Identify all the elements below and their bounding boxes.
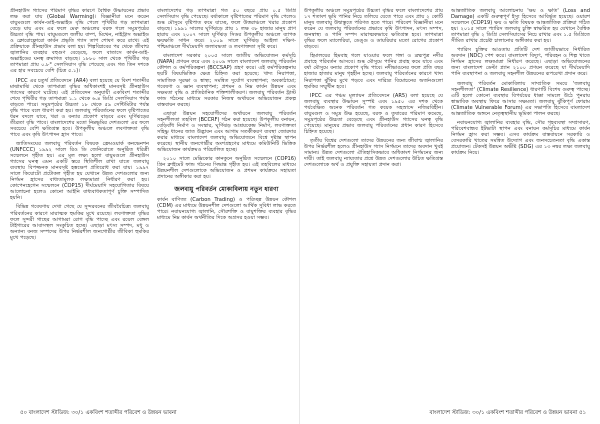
right-page: [304, 8, 590, 404]
paragraph: নবায়নযোগ্য জ্বালানির ব্যবহার বৃদ্ধি, সৌর গৃহব্যবস্থা সম্প্রসারণ, পরিবেশবান্ধব ইটভাটা স্থাপন এবং বনায়ন কর্মসূচির মাধ্যমে কার্বন নির্গমন হ্রাস করা সম্ভব। এসব কার্যক্রম বাস্তবায়নে সরকারি ও বেসরকারি খাতের সমন্বিত উদ্যোগ এবং জনসচেতনতা বৃদ্ধি একান্ত প্রয়োজন। টেকসই উন্নয়ন অভীষ্ট (SDG) এর ১৩ নম্বর লক্ষ্য জলবায়ু কার্যক্রম নিয়ে।: [451, 119, 590, 157]
paragraph: বাংলাদেশ সরকার ২০০৫ সালে জাতীয় অভিযোজন কর্মসূচি (NAPA) প্রণয়ন করে এবং ২০০৯ সালে বাংলাদেশ জলবায়ু পরিবর্তন কৌশল ও কর্মপরিকল্পনা (BCCSAP) গ্রহণ করে। এই কর্মপরিকল্পনায় ছয়টি বিষয়ভিত্তিক ক্ষেত্র চিহ্নিত করা হয়েছে: খাদ্য নিরাপত্তা, সামাজিক সুরক্ষা ও স্বাস্থ্য; সমন্বিত দুর্যোগ ব্যবস্থাপনা; অবকাঠামো; গবেষণা ও জ্ঞান ব্যবস্থাপনা; প্রশমন ও নিম্ন কার্বন উন্নয়ন এবং সক্ষমতা বৃদ্ধি ও প্রাতিষ্ঠানিক শক্তিশালীকরণ। জলবায়ু পরিবর্তন ট্রাস্ট ফান্ড গঠনের মাধ্যমে সরকার নিজস্ব অর্থায়নে অভিযোজন প্রকল্প বাস্তবায়ন করছে।: [157, 53, 296, 108]
page-gutter: [299, 0, 300, 424]
paragraph: কার্বন বাণিজ্য (Carbon Trading) ও পরিচ্ছন্ন উন্নয়ন কৌশল (CDM) এর মাধ্যমে উন্নয়নশীল দেশগুলো আর্থিক সুবিধা লাভ করতে পারে। নবায়নযোগ্য জ্বালানি, সৌরশক্তি ও বায়ুশক্তির ব্যবহার বৃদ্ধির মাধ্যমে নিম্ন কার্বন অর্থনীতির দিকে অগ্রসর হওয়া সম্ভব।: [157, 196, 296, 221]
paragraph: IPCC এর পঞ্চম মূল্যায়ন প্রতিবেদনে (AR5) বলা হয়েছে যে জলবায়ু ব্যবস্থার উষ্ণায়ন সুস্পষ্ট এবং ১৯৫০ এর দশক থেকে পর্যবেক্ষিত অনেক পরিবর্তন গত কয়েক সহস্রাব্দে নজিরবিহীন। বায়ুমণ্ডল ও সমুদ্র উষ্ণ হয়েছে, বরফ ও তুষারের পরিমাণ কমেছে, সমুদ্রপৃষ্ঠের উচ্চতা বেড়েছে এবং গ্রীনহাউস গ্যাসের ঘনত্ব বৃদ্ধি পেয়েছে। মানুষের প্রভাব জলবায়ু পরিবর্তনের প্রধান কারণ হিসেবে চিহ্নিত হয়েছে।: [304, 92, 443, 135]
left-page-column-1: [10, 8, 149, 404]
paragraph: উপকূলীয় অঞ্চলে সমুদ্রপৃষ্ঠের উচ্চতা বৃদ্ধির ফলে বাংলাদেশের প্রায় ১৭ শতাংশ ভূমি পানির নিচে তলিয়ে যেতে পারে এবং প্রায় ২ কোটি মানুষ জলবায়ু উদ্বাস্তুতে পরিণত হতে পারে। পরিবেশ বিজ্ঞানীরা মনে করেন যে জলবায়ু পরিবর্তনের প্রভাবে কৃষি উৎপাদন, মৎস্য সম্পদ, জনস্বাস্থ্য ও পানি সম্পদ মারাত্মকভাবে ক্ষতিগ্রস্ত হবে। তাপমাত্রা বৃদ্ধির ফলে ম্যালেরিয়া, ডেঙ্গু ও ডায়রিয়ার মতো রোগের প্রকোপ বাড়বে।: [304, 8, 443, 51]
left-page-column-2: [157, 8, 296, 404]
paragraph: হিমালয়ের হিমবাহ গলে যাওয়ার ফলে গঙ্গা ও ব্রহ্মপুত্র নদীর প্রবাহে পরিবর্তন আসবে। শুষ্ক মৌসুমে পানির প্রবাহ কমে যাবে এবং বর্ষা মৌসুমে বন্যার প্রকোপ বৃদ্ধি পাবে। নদীভাঙনের ফলে প্রতি বছর হাজার হাজার মানুষ গৃহহীন হচ্ছে। জলবায়ু পরিবর্তনের কারণে খাদ্য নিরাপত্তা ঝুঁকির মুখে পড়বে এবং দারিদ্র্য বিমোচনের অর্জনগুলো হুমকির সম্মুখীন হবে।: [304, 53, 443, 90]
paragraph: ২০১০ সালে মেক্সিকোর কানকুনে অনুষ্ঠিত সম্মেলনে (COP16) গ্রিন ক্লাইমেট ফান্ড গঠনের সিদ্ধান্ত গৃহীত হয়। এই তহবিলের মাধ্যমে উন্নয়নশীল দেশগুলোকে অভিযোজন ও প্রশমন কার্যক্রমে সহায়তা প্রদানের অঙ্গীকার করা হয়।: [157, 156, 296, 181]
paragraph: IPCC এর চতুর্থ প্রতিবেদনে (AR4) বলা হয়েছে যে বিংশ শতাব্দীর মাঝামাঝি থেকে তাপমাত্রা বৃদ্ধির অধিকাংশই মানবসৃষ্ট গ্রীনহাউস গ্যাসের কারণে ঘটেছে। এই প্রতিবেদন অনুযায়ী একবিংশ শতাব্দীর শেষে পৃথিবীর গড় তাপমাত্রা ১.১ থেকে ৬.৪ ডিগ্রি সেলসিয়াস পর্যন্ত বাড়তে পারে। সমুদ্রপৃষ্ঠের উচ্চতা ১৮ থেকে ৫৯ সেন্টিমিটার পর্যন্ত বৃদ্ধি পাবে বলে ধারণা করা হয়। জলবায়ু পরিবর্তনের ফলে বৃষ্টিপাতের ধরন বদলে যাবে, খরা ও বন্যার প্রকোপ বাড়বে এবং ঘূর্ণিঝড়ের তীব্রতা বৃদ্ধি পাবে। বাংলাদেশের মতো নিম্নভূমির দেশগুলো এর ফলে সবচেয়ে বেশি ক্ষতিগ্রস্ত হবে। উপকূলীয় অঞ্চলে লবণাক্ততা বৃদ্ধি পাবে এবং কৃষি উৎপাদন হ্রাস পাবে।: [10, 77, 149, 138]
left-page-footer: ৫০ বাংলাদেশ স্টাডিজ: ৩০/১ একবিংশ শতাব্দীর পরিবেশ ও উন্নয়ন ভাবনা: [20, 410, 177, 416]
paragraph: প্যারিস চুক্তির আওতায় প্রতিটি দেশ জাতীয়ভাবে নির্ধারিত অবদান (NDC) পেশ করে। বাংলাদেশ বিদ্যুৎ, পরিবহন ও শিল্প খাতে নির্গমন হ্রাসের লক্ষ্যমাত্রা নির্ধারণ করেছে। এছাড়া অভিযোজনের জন্য বাংলাদেশ ডেল্টা প্ল্যান ২১০০ প্রণয়ন করেছে যা দীর্ঘমেয়াদি পানি ব্যবস্থাপনা ও জলবায়ু সহনশীল উন্নয়নের রূপরেখা প্রদান করে।: [451, 47, 590, 78]
paragraph: বাংলাদেশের গড় তাপমাত্রা গত ৫০ বছরে প্রায় ০.৫ ডিগ্রি সেলসিয়াস বৃদ্ধি পেয়েছে। বর্ষাকালে বৃষ্টিপাতের পরিমাণ বৃদ্ধি পেলেও শুষ্ক মৌসুমে বৃষ্টিপাত কমে যাচ্ছে, ফলে উত্তরাঞ্চলে খরার প্রকোপ বাড়ছে। ১৯৯১ সালের ঘূর্ণিঝড়ে প্রায় ১ লক্ষ ৩৮ হাজার মানুষ প্রাণ হারায় এবং ২০০৭ সালে ঘূর্ণিঝড় সিডর উপকূলীয় অঞ্চলে ব্যাপক ক্ষয়ক্ষতি সাধন করে। ২০০৯ সালে ঘূর্ণিঝড় আইলা দক্ষিণ-পশ্চিমাঞ্চলে দীর্ঘমেয়াদি জলাবদ্ধতা ও লবণাক্ততা সৃষ্টি করে।: [157, 8, 296, 51]
right-page-column-1: [304, 8, 443, 404]
paragraph: জাতিসংঘের জলবায়ু পরিবর্তন বিষয়ক ফ্রেমওয়ার্ক কনভেনশন (UNFCCC) ১৯৯২ সালে রিও ডি জেনিরোতে অনুষ্ঠিত ধরিত্রী সম্মেলনে গৃহীত হয়। এর মূল লক্ষ্য হলো বায়ুমণ্ডলে গ্রীনহাউস গ্যাসের ঘনত্ব এমন একটি স্তরে স্থিতিশীল রাখা যাতে জলবায়ু ব্যবস্থায় বিপজ্জনক মানবসৃষ্ট হস্তক্ষেপ প্রতিরোধ করা যায়। ১৯৯৭ সালে কিয়োটো প্রটোকল গৃহীত হয় যেখানে উন্নত দেশগুলোর জন্য নির্গমন হ্রাসের বাধ্যতামূলক লক্ষ্যমাত্রা নির্ধারণ করা হয়। কোপেনহেগেন সম্মেলনে (COP15) দীর্ঘমেয়াদি সহযোগিতার বিষয়ে আলোচনা হলেও কোনো আইনি বাধ্যবাধকতাপূর্ণ চুক্তি সম্পাদিত হয়নি।: [10, 140, 149, 202]
paragraph: এছাড়া উন্নয়ন সহযোগীদের অর্থায়নে জলবায়ু পরিবর্তন সহনশীলতা তহবিল (BCCRF) গঠন করা হয়েছে। উপকূলীয় বনায়ন, বেড়িবাঁধ নির্মাণ ও সংস্কার, ঘূর্ণিঝড় আশ্রয়কেন্দ্র নির্মাণ, লবণাক্ততা সহিষ্ণু ধানের জাত উদ্ভাবন এবং আগাম সতর্কীকরণ ব্যবস্থা জোরদার করার মাধ্যমে বাংলাদেশ জলবায়ু অভিযোজনে বিশ্বে দৃষ্টান্ত স্থাপন করেছে। স্থানীয় জনগোষ্ঠীর অংশগ্রহণের মাধ্যমে কমিউনিটি ভিত্তিক অভিযোজন কার্যক্রমও পরিচালিত হচ্ছে।: [157, 110, 296, 154]
paragraph: আন্তর্জাতিক জলবায়ু আলোচনায় 'ক্ষয় ও ক্ষতি' (Loss and Damage) একটি গুরুত্বপূর্ণ ইস্যু হিসেবে আবির্ভূত হয়েছে। ওয়ারশ সম্মেলনে (COP19) ক্ষয় ও ক্ষতি বিষয়ক আন্তর্জাতিক প্রক্রিয়া গঠিত হয়। ২০১৫ সালে প্যারিস জলবায়ু চুক্তি স্বাক্ষরিত হয় যেখানে বৈশ্বিক তাপমাত্রা বৃদ্ধি ২ ডিগ্রি সেলসিয়াসের নিচে রাখার এবং ১.৫ ডিগ্রিতে সীমিত রাখার প্রচেষ্টা চালানোর অঙ্গীকার করা হয়।: [451, 8, 590, 45]
paragraph: গ্রীনহাউস গ্যাসের পরিমাণ বৃদ্ধির কারণে বৈশ্বিক উষ্ণায়নের প্রভাব লক্ষ করা যায় (Global Warming)। বিজ্ঞানীরা মনে করেন বায়ুমণ্ডলে কার্বন-ডাই-অক্সাইড বৃদ্ধি পেলে পৃথিবীর গড় তাপমাত্রা বেড়ে যায় এবং এর ফলে মেরু অঞ্চলের বরফ গলে সমুদ্রপৃষ্ঠের উচ্চতা বৃদ্ধি পায়। বায়ুমণ্ডলে জলীয় বাষ্প, মিথেন, নাইট্রাস অক্সাইড ও ক্লোরোফ্লোরো কার্বন প্রভৃতি গ্যাস তাপ শোষণ করে রাখে। এই প্রক্রিয়াকে গ্রীনহাউস প্রভাব বলা হয়। শিল্পবিপ্লবের পর থেকে জীবাশ্ম জ্বালানির ব্যবহার বহুগুণ বেড়েছে, ফলে বাতাসে কার্বন-ডাই-অক্সাইডের ঘনত্ব ক্রমাগত বাড়ছে। ১৮৮০ সাল থেকে পৃথিবীর গড় তাপমাত্রা প্রায় ০.৮° সেলসিয়াস বৃদ্ধি পেয়েছে এবং গত তিন দশকে এর হার সবচেয়ে বেশি (চিত্র ৫.১)।: [10, 8, 149, 75]
paragraph: তৃতীয় বিশ্বের দেশগুলো তাদের উন্নয়নের জন্য জীবাশ্ম জ্বালানির উপর নির্ভরশীল হলেও গ্রীনহাউস গ্যাস নির্গমনে তাদের অবদান খুবই সামান্য। উন্নত দেশগুলো ঐতিহাসিকভাবে অধিকাংশ নির্গমনের জন্য দায়ী। তাই জলবায়ু ন্যায্যতার প্রশ্নে উন্নত দেশগুলোর উচিত ক্ষতিগ্রস্ত দেশগুলোকে অর্থ ও প্রযুক্তি সহায়তা প্রদান করা।: [304, 137, 443, 169]
paragraph: জলবায়ু পরিবর্তন মোকাবিলায় সাম্প্রতিক সময়ে 'জলবায়ু সহনশীলতা' (Climate Resilience) ধারণাটি বিশেষ গুরুত্ব পাচ্ছে। এটি হলো কোনো ব্যবস্থার বিপর্যয়ের ধাক্কা সামলে উঠে পুনরায় স্বাভাবিক অবস্থায় ফিরে আসার সক্ষমতা। জলবায়ু ঝুঁকিপূর্ণ ফোরাম (Climate Vulnerable Forum) এর সভাপতি হিসেবে বাংলাদেশ আন্তর্জাতিক অঙ্গনে নেতৃত্বস্থানীয় ভূমিকা পালন করছে।: [451, 80, 590, 117]
section-heading: জলবায়ু পরিবর্তন মোকাবিলায় নতুন ধারণা: [174, 186, 279, 194]
paragraph: বিভিন্ন গবেষণায় দেখা গেছে যে সুন্দরবনের জীববৈচিত্র্য জলবায়ু পরিবর্তনের কারণে মারাত্মক হুমকির মুখে রয়েছে। লবণাক্ততা বৃদ্ধির ফলে সুন্দরী গাছের আগামরা রোগ বৃদ্ধি পাচ্ছে এবং রয়েল বেঙ্গল টাইগারের আবাসস্থল সংকুচিত হচ্ছে। এছাড়া মৎস্য সম্পদ, মধু ও অন্যান্য বনজ সম্পদের উপর নির্ভরশীল জনগোষ্ঠীর জীবিকা হুমকির মুখে পড়েছে।: [10, 204, 149, 241]
right-page-footer: বাংলাদেশ স্টাডিজ: ৩০/১ একবিংশ শতাব্দীর পরিবেশ ও উন্নয়ন ভাবনা ৫১: [429, 410, 586, 416]
left-page: [10, 8, 296, 404]
right-page-column-2: [451, 8, 590, 404]
